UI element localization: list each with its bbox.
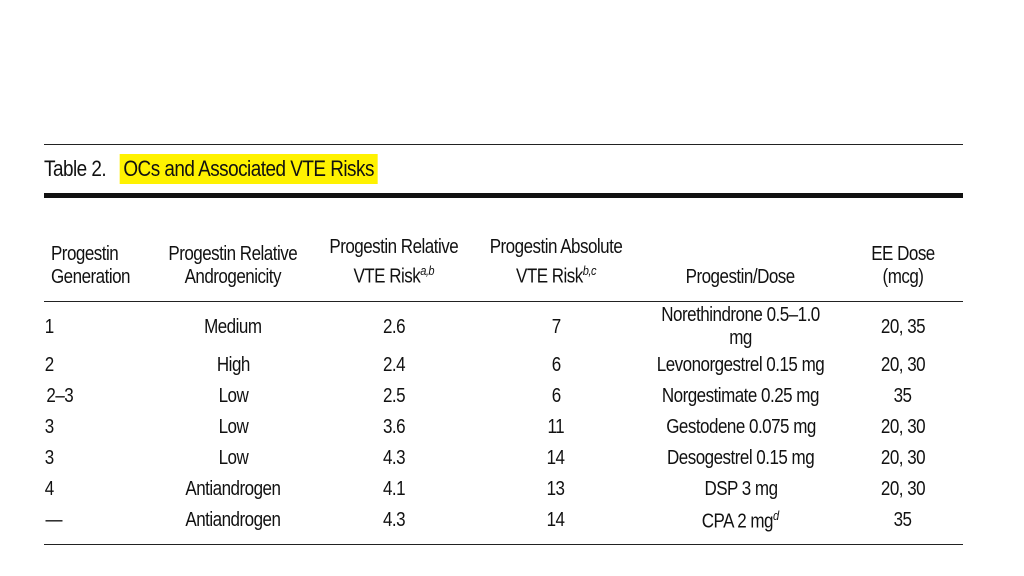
table-caption: [44, 145, 834, 193]
vte-risk-table: [44, 198, 963, 544]
cell-value: 2.4: [382, 354, 406, 376]
cell-value: 4.3: [382, 509, 406, 531]
table-cell: [843, 350, 963, 381]
cell-value: 6: [551, 354, 561, 376]
table-cell: [152, 505, 314, 544]
cell-value: Low: [218, 416, 248, 438]
table-cell: [44, 350, 152, 381]
cell-value: 3.6: [382, 416, 406, 438]
cell-value: 20, 30: [880, 447, 926, 469]
column-header-line: Progestin Relative: [168, 243, 298, 265]
cell-value: Norethindrone 0.5–1.0 mg: [661, 304, 820, 349]
cell-value: 7: [551, 315, 561, 338]
column-header-line: EE Dose (mcg): [871, 243, 935, 288]
column-header: [44, 198, 152, 302]
table-row: [44, 412, 963, 443]
column-header-line: Progestin Relative: [329, 236, 459, 259]
table-cell: [638, 505, 843, 544]
table-cell: [843, 381, 963, 412]
table-cell: [638, 412, 843, 443]
table-row: [44, 350, 963, 381]
column-header-line: Progestin: [50, 243, 119, 265]
table-cell: [314, 474, 474, 505]
table-cell: [314, 350, 474, 381]
cell-value: Antiandrogen: [185, 509, 281, 531]
cell-value: 14: [547, 509, 565, 531]
column-header: [638, 198, 843, 302]
table-cell: [152, 443, 314, 474]
column-header: [843, 198, 963, 302]
cell-value: Low: [218, 447, 248, 469]
footnote-marker: a,b: [420, 263, 435, 279]
table-cell: [44, 474, 152, 505]
cell-value: Medium: [204, 315, 262, 338]
cell-value: Levonorgestrel 0.15 mg: [656, 354, 825, 376]
column-header: [474, 198, 638, 302]
table-cell: [843, 505, 963, 544]
column-header-line: Generation: [50, 266, 130, 288]
cell-value: 6: [551, 385, 561, 407]
column-header-line: VTE Risk: [353, 266, 421, 288]
table-row: [44, 302, 963, 351]
table-row: [44, 443, 963, 474]
table-cell: [44, 412, 152, 443]
cell-value: DSP 3 mg: [703, 478, 778, 500]
table-cell: [152, 350, 314, 381]
cell-value: 20, 30: [880, 354, 926, 376]
footnote-marker: b,c: [582, 263, 596, 279]
table-cell: [474, 505, 638, 544]
header-row: [44, 198, 963, 302]
column-header: [314, 198, 474, 302]
document-table: [44, 144, 963, 545]
cell-value: 3: [44, 447, 54, 469]
table-cell: [314, 505, 474, 544]
table-cell: [843, 443, 963, 474]
column-header-line: Androgenicity: [184, 266, 282, 288]
table-cell: [843, 474, 963, 505]
table-cell: [638, 381, 843, 412]
table-cell: [843, 412, 963, 443]
table-body: [44, 302, 963, 545]
caption-label: Table 2.: [44, 156, 107, 181]
cell-value: 35: [894, 509, 912, 531]
table-cell: [474, 412, 638, 443]
table-row: [44, 474, 963, 505]
cell-value: Gestodene 0.075 mg: [665, 416, 816, 438]
cell-value: 4.1: [382, 478, 406, 500]
table-cell: [474, 302, 638, 351]
column-header-line: Progestin Absolute: [489, 236, 623, 259]
table-cell: [44, 302, 152, 351]
table-cell: [152, 381, 314, 412]
table-row: [44, 505, 963, 544]
cell-value: 20, 30: [880, 478, 926, 500]
table-cell: [474, 350, 638, 381]
table-cell: [474, 443, 638, 474]
column-header-line: VTE Risk: [515, 266, 583, 288]
table-cell: [638, 474, 843, 505]
table-cell: [152, 412, 314, 443]
table-cell: [44, 443, 152, 474]
bottom-rule: [44, 544, 963, 545]
cell-value: 4: [44, 478, 54, 500]
cell-value: —: [45, 509, 62, 531]
cell-value: 11: [547, 416, 565, 438]
cell-value: Low: [218, 385, 248, 407]
cell-value: 14: [547, 447, 565, 469]
cell-value: 1: [44, 315, 54, 338]
cell-value: Antiandrogen: [185, 478, 281, 500]
column-header: [152, 198, 314, 302]
table-cell: [314, 381, 474, 412]
table-cell: [44, 381, 152, 412]
cell-value: 20, 30: [880, 416, 926, 438]
cell-value: Norgestimate 0.25 mg: [661, 385, 820, 407]
table-cell: [314, 412, 474, 443]
cell-value: 20, 35: [880, 315, 926, 338]
column-header-line: Progestin/Dose: [685, 266, 796, 288]
table-row: [44, 381, 963, 412]
table-cell: [474, 381, 638, 412]
table-cell: [638, 443, 843, 474]
table-cell: [638, 302, 843, 351]
cell-value: 2.5: [382, 385, 406, 407]
cell-value: 13: [547, 478, 565, 500]
table-cell: [152, 302, 314, 351]
cell-value: High: [216, 354, 250, 376]
cell-value: 2.6: [382, 315, 406, 338]
cell-value: 2–3: [46, 385, 74, 407]
table-cell: [314, 302, 474, 351]
cell-value: 35: [894, 385, 912, 407]
cell-value: 2: [44, 354, 54, 376]
cell-value: 3: [44, 416, 54, 438]
table-cell: [843, 302, 963, 351]
table-cell: [152, 474, 314, 505]
footnote-marker: d: [773, 507, 779, 523]
table-cell: [638, 350, 843, 381]
table-cell: [474, 474, 638, 505]
cell-value: Desogestrel 0.15 mg: [666, 447, 815, 469]
table-cell: [314, 443, 474, 474]
caption-title-highlighted: OCs and Associated VTE Risks: [120, 154, 377, 184]
cell-value: 4.3: [382, 447, 406, 469]
table-cell: [44, 505, 152, 544]
cell-value: CPA 2 mg: [702, 510, 774, 533]
